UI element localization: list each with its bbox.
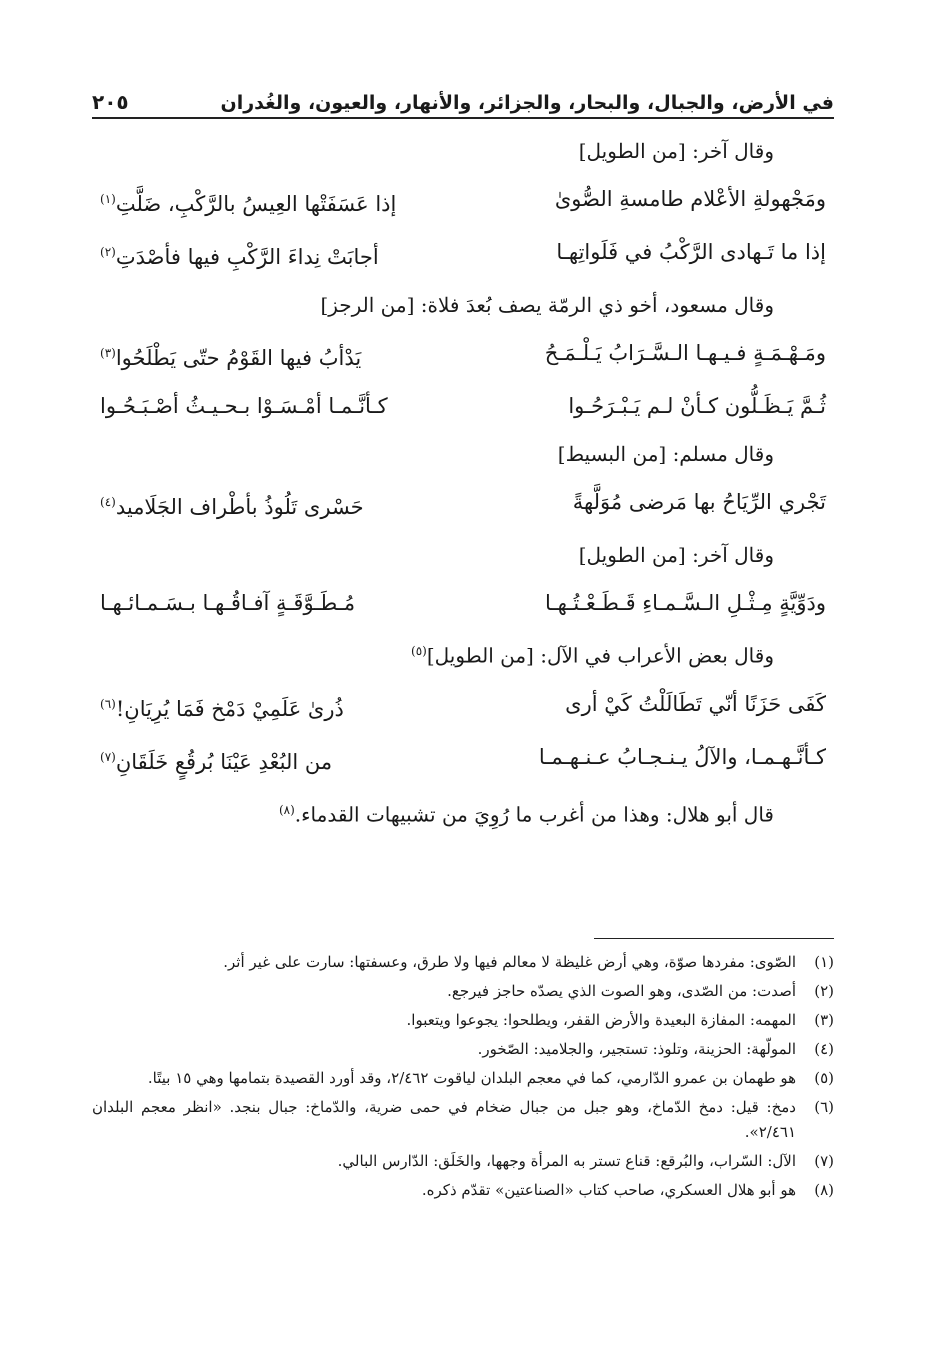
footnote-ref[interactable]: (٧) [100,749,116,764]
second-hemistich [100,740,460,779]
footnote-text: هو أبو هلال العسكري، صاحب كتاب «الصناعتين» تقدّم ذكره. [421,1181,796,1199]
second-hemistich-text: من البُعْدِ عَيْنَا بُرقُعٍ خَلَقَانِ [115,749,333,774]
footnote-number: (٣) [814,1011,834,1029]
footnote [92,1149,834,1174]
second-hemistich-text: أجابَتْ نِداءَ الرَّكْبِ فيها فأصْدَتِ [115,245,379,269]
footnote-text: الصّوى: مفردها صوّة، وهي أرض غليظة لا معالم فيها ولا طرق، وعسفتها: سارت على غير أثر. [223,953,796,971]
first-hemistich: ودَوِّيَّةٍ مِـثْـلِ الـسَّـمـاءِ قَـطَـعْـتُـهـا [545,591,826,615]
page-header [92,70,834,114]
intro-line [100,437,774,471]
footnote-ref[interactable]: (٢) [100,245,116,259]
second-hemistich-text: إذا عَسَفَتْها العِيسُ بالرَّكْبِ، ضَلَّتِ [115,192,397,216]
footnote-number: (٤) [814,1040,834,1058]
footnotes [92,950,834,1207]
second-hemistich [100,235,460,274]
footnote-number: (٨) [814,1181,834,1199]
footnote-separator [594,938,834,939]
second-hemistich [100,485,460,524]
intro-line [100,793,774,832]
running-title: في الأرض، والجبال، والبحار، والجزائر، والأنهار، والعيون، والغُدران [220,92,834,114]
footnote [92,1037,834,1062]
footnote-ref[interactable]: (٥) [411,644,427,658]
footnote [92,1178,834,1203]
footnote [92,979,834,1004]
verse-line [100,687,826,726]
footnote-number: (٧) [814,1152,834,1170]
first-hemistich: إذا ما تَـهادى الرَّكْبُ في فَلَواتِهـا [556,240,826,264]
intro-text: وقال آخر: [من الطويل] [578,139,774,163]
header-rule [92,117,834,119]
second-hemistich-text: حَسْرى تَلُوذُ بأطْراف الجَلَاميد [115,495,364,519]
footnote-number: (٥) [814,1069,834,1087]
first-hemistich: تَجْري الرِّيَاحُ بها مَرضى مُوَلَّهةً [572,490,826,514]
second-hemistich-text: كـأنَّـمـا أمْـسَـوْا بـحـيـثُ أصْـبَـحُـوا [100,394,388,418]
first-hemistich: ومَـهْـمَـةٍ فـيـهـا الـسَّـرَابُ يَـلْـمَـحُ [544,341,826,365]
first-hemistich: كـأنَّـهـمـا، والآلُ يـنـجـابُ عـنـهـمـا [538,744,826,769]
intro-text: وقال مسلم: [من البسيط] [557,442,774,466]
verse-line [100,235,826,274]
footnote-ref[interactable]: (٤) [100,495,116,509]
footnote-number: (٢) [814,982,834,1000]
intro-line [100,288,774,322]
intro-text: وقال بعض الأعراب في الآل: [من الطويل] [426,643,774,668]
footnote-ref[interactable]: (١) [100,192,116,206]
intro-text: وقال مسعود، أخو ذي الرمّة يصف بُعدَ فلاة: [من الرجز] [320,293,774,317]
verse-line [100,389,826,423]
first-hemistich: كَفَى حَزَنًا أنّي تَطَالَلْتُ كَيْ أرى [565,691,826,716]
footnote [92,1066,834,1091]
intro-line [100,538,774,572]
second-hemistich [100,687,460,726]
footnote-ref[interactable]: (٦) [100,696,116,711]
verse-line [100,586,826,620]
poetry-body [100,128,826,837]
verse-line [100,740,826,779]
second-hemistich-text: ذُرىٰ عَلَمِيْ دَمْخ فَمَا يُرِيَانِ! [115,696,344,721]
second-hemistich [100,586,460,620]
first-hemistich: ثُـمَّ يَـظَـلُّون كـأنْ لـم يَـبْـرَحُـوا [568,394,826,418]
footnote [92,1095,834,1145]
second-hemistich [100,182,460,221]
page-number: ٢٠٥ [92,90,129,114]
footnote-text: هو طهمان بن عمرو الدّارمي، كما في معجم البلدان لياقوت ٢/٤٦٢، وقد أورد القصيدة بتمامها وهي ١٥ بيتًا. [147,1069,796,1087]
footnote-ref[interactable]: (٨) [278,802,295,817]
footnote-text: الآل: السّراب، والبُرقع: قناع تستر به المرأة وجهها، والخَلَق: الدّارس البالي. [337,1152,796,1170]
verse-line [100,182,826,221]
footnote-number: (١) [814,953,834,971]
footnote-text: أصدت: من الصّدى، وهو الصوت الذي يصدّه حاجز فيرجع. [447,982,796,1000]
footnote-text: المهمه: المفازة البعيدة والأرض القفر، ويطلحوا: يجوعوا ويتعبوا. [406,1011,796,1029]
footnote [92,950,834,975]
intro-line [100,134,774,168]
verse-line [100,336,826,375]
intro-text: وقال آخر: [من الطويل] [578,543,774,567]
intro-text: قال أبو هلال: وهذا من أغرب ما رُوِيَ من تشبيهات القدماء. [294,802,774,827]
footnote-text: دمخ: قيل: دمخ الدّماخ، وهو جبل من جبال ضخام في حمى ضرية، والدّماخ: جبال بنجد. «انظر معجم البلدان ٢/٤٦١». [92,1098,796,1141]
first-hemistich: ومَجْهولةِ الأعْلام طامسةِ الصُّوىٰ [554,187,826,211]
second-hemistich-text: يَدْأبُ فيها القَوْمُ حتّى يَطْلَحُوا [115,346,362,370]
second-hemistich [100,336,460,375]
intro-line [100,634,774,673]
second-hemistich-text: مُـطَـوَّقَـةٍ آفـاقُـهـا بـسَـمـائـهـا [100,591,356,615]
footnote-ref[interactable]: (٣) [100,346,116,360]
footnote-text: المولّهة: الحزينة، وتلوذ: تستجير، والجلاميد: الصّخور. [477,1040,796,1058]
second-hemistich [100,389,460,423]
footnote [92,1008,834,1033]
footnote-number: (٦) [814,1098,834,1116]
verse-line [100,485,826,524]
